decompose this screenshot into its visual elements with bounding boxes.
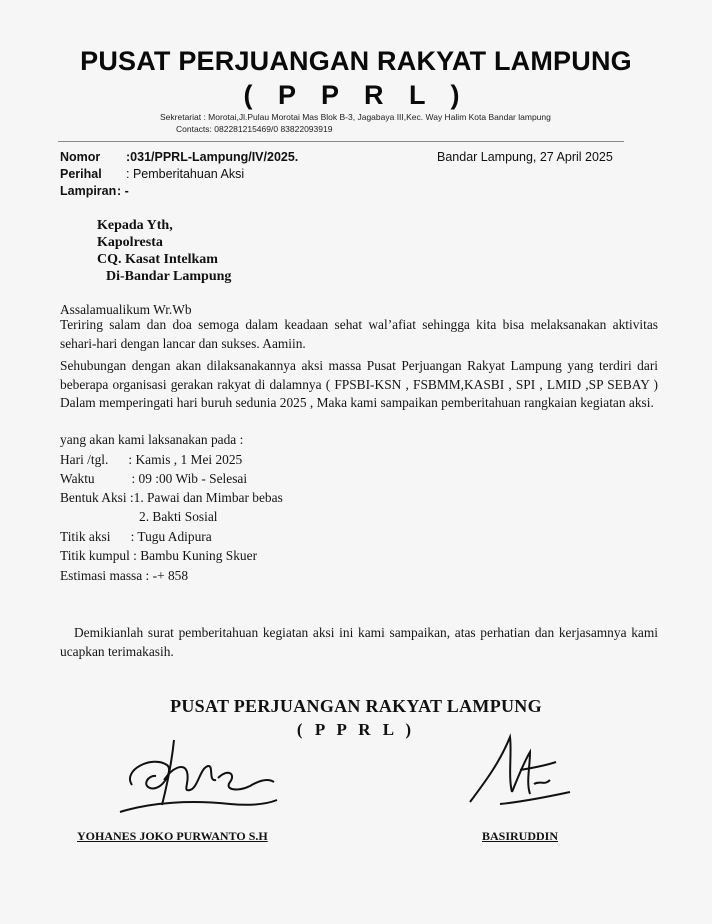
letter-date: Bandar Lampung, 27 April 2025 [437,150,613,164]
paragraph-1: Teriring salam dan doa semoga dalam keadaan sehat wal’afiat sehingga kita bisa melaksanakan aktivitas sehari-hari dengan lancar dan sukses. Aamiin. [60,317,658,351]
signature-right-image [460,722,580,822]
perihal-label: Perihal [60,167,102,181]
signer-right-name: BASIRUDDIN [482,829,559,843]
perihal-value: : Pemberitahuan Aksi [126,167,245,181]
schedule-bentuk-1: Bentuk Aksi :1. Pawai dan Mimbar bebas [60,490,283,505]
nomor-label: Nomor [60,150,101,164]
schedule-bentuk-2: 2. Bakti Sosial [139,509,218,524]
schedule-titik-aksi: Titik aksi : Tugu Adipura [60,529,212,544]
recipient-line-4: Di-Bandar Lampung [106,269,232,284]
schedule-waktu: Waktu : 09 :00 Wib - Selesai [60,471,248,486]
letterhead-divider [58,141,624,142]
letterhead-title: PUSAT PERJUANGAN RAKYAT LAMPUNG [80,46,632,76]
letterhead-address: Sekretariat : Morotai,Jl.Pulau Morotai Mas Blok B-3, Jagabaya III,Kec. Way Halim Kota Bandar lampung [160,112,551,122]
nomor-value: :031/PPRL-Lampung/IV/2025. [126,150,299,164]
signature-left-image [112,730,282,815]
recipient-line-3: CQ. Kasat Intelkam [97,252,218,267]
recipient-line-1: Kepada Yth, [97,218,173,233]
recipient-line-2: Kapolresta [97,235,163,250]
signature-org: PUSAT PERJUANGAN RAKYAT LAMPUNG [170,696,542,716]
paragraph-2: Sehubungan dengan akan dilaksanakannya aksi massa Pusat Perjuangan Rakyat Lampung yang terdiri dari beberapa organisasi gerakan rakyat di dalamnya ( FPSBI-KSN , FSBMM,KASBI , SPI , LMID ,SP SEBAY ) Dalam memperingati hari buruh sedunia 2025 , Maka kami sampaikan pemberitahuan rangkaian kegiatan aksi. [60,358,658,411]
lampiran-value: : - [117,184,129,198]
letterhead-contacts: Contacts: 082281215469/0 83822093919 [176,124,333,134]
signer-left-name: YOHANES JOKO PURWANTO S.H [77,829,268,843]
closing-paragraph: Demikianlah surat pemberitahuan kegiatan aksi ini kami sampaikan, atas perhatian dan kerjasamnya kami ucapkan terimakasih. [60,625,658,659]
schedule-titik-kumpul: Titik kumpul : Bambu Kuning Skuer [60,548,258,563]
letterhead-abbr: ( P P R L ) [243,80,469,110]
greeting: Assalamualikum Wr.Wb [60,302,192,317]
schedule-hari: Hari /tgl. : Kamis , 1 Mei 2025 [60,452,243,467]
schedule-intro: yang akan kami laksanakan pada : [60,432,244,447]
lampiran-label: Lampiran [60,184,117,198]
signature-abbr: ( P P R L ) [296,720,416,739]
schedule-estimasi: Estimasi massa : -+ 858 [60,568,189,583]
